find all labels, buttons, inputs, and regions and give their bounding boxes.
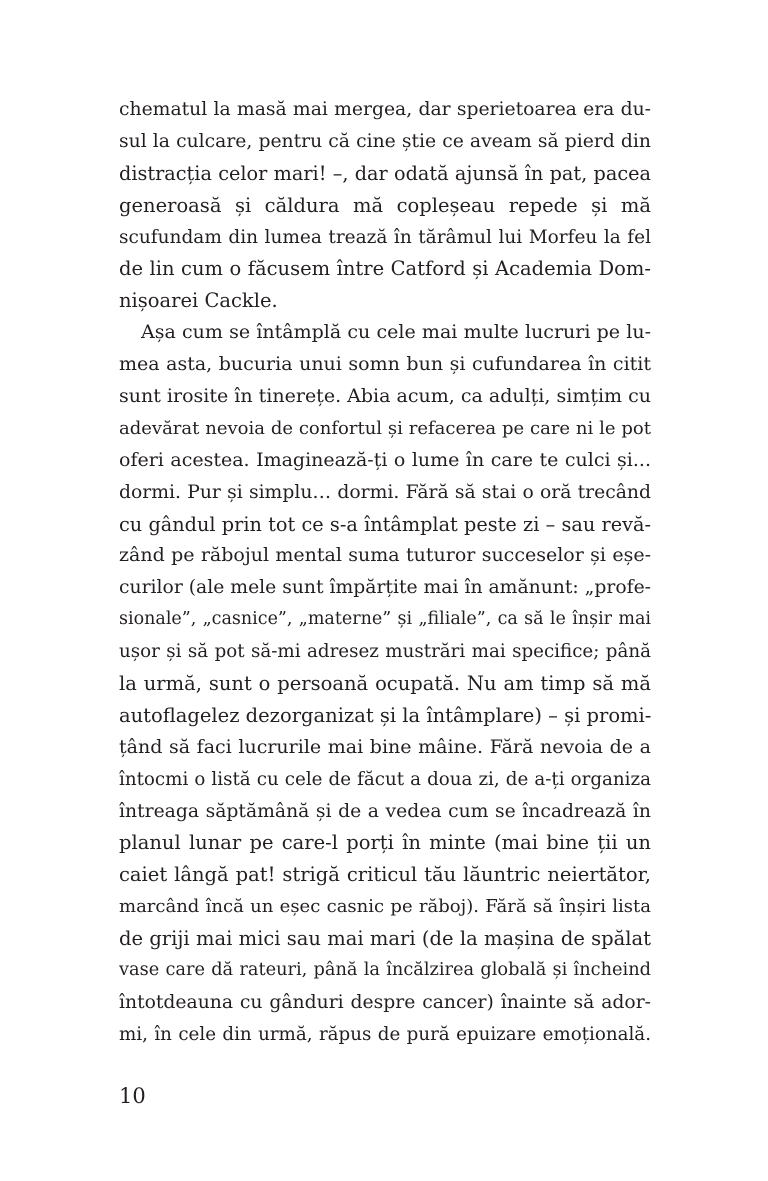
text-line: oferi acestea. Imaginează-ți o lume în care te culci și... — [119, 448, 651, 471]
text-line: adevărat nevoia de confortul și refacerea pe care ni le pot — [119, 417, 651, 439]
text-line: sionale”, „casnice”, „materne” și „filiale”, ca să le înșir mai — [119, 609, 651, 630]
text-line: la urmă, sunt o persoană ocupată. Nu am timp să mă — [119, 672, 651, 696]
text-line: planul lunar pe care-l porți în minte (mai bine ții un — [119, 831, 651, 855]
text-line: marcând încă un eșec casnic pe răboj). Fără să înșiri lista — [119, 896, 651, 918]
text-line: țând să faci lucrurile mai bine mâine. Fără nevoia de a — [119, 735, 651, 758]
text-line: de griji mai mici sau mai mari (de la mașina de spălat — [119, 927, 651, 951]
text-line: Așa cum se întâmplă cu cele mai multe lucruri pe lu- — [141, 321, 651, 344]
text-line: cu gândul prin tot ce s-a întâmplat peste zi – sau revă- — [119, 512, 651, 536]
text-line: generoasă și căldura mă copleșeau repede și mă — [119, 193, 651, 217]
text-line: scufundam din lumea trează în tărâmul lui Morfeu la fel — [119, 226, 651, 248]
paragraph — [119, 317, 651, 1050]
text-line: curilor (ale mele sunt împărțite mai în amănunt: „profe- — [119, 577, 651, 599]
text-line: sunt irosite în tinerețe. Abia acum, ca adulți, simțim cu — [119, 385, 651, 408]
text-line: autoflagelez dezorganizat și la întâmplare) – și promi- — [119, 703, 651, 727]
text-line: mi, în cele din urmă, răpus de pură epuizare emoțională. — [119, 1023, 651, 1045]
text-line: dormi. Pur și simplu… dormi. Fără să stai o oră trecând — [119, 481, 651, 503]
text-line: zând pe răbojul mental suma tuturor succeselor și eșe- — [119, 544, 651, 567]
text-line: nișoarei Cackle. — [119, 289, 278, 313]
text-line: vase care dă rateuri, până la încălzirea globală și încheind — [119, 960, 651, 981]
text-line: de lin cum o făcusem între Catford și Academia Dom- — [119, 257, 651, 281]
text-line: chematul la masă mai mergea, dar sperietoarea era du- — [119, 99, 651, 120]
text-line: distracția celor mari! –, dar odată ajunsă în pat, pacea — [119, 161, 651, 185]
body-text — [119, 94, 651, 1051]
paragraph — [119, 94, 651, 317]
page-number: 10 — [119, 1084, 146, 1108]
text-line: caiet lângă pat! strigă criticul tău lăuntric neiertător, — [119, 863, 651, 887]
text-line: ușor și să pot să-mi adresez mustrări mai specifice; până — [119, 641, 651, 663]
text-line: întotdeauna cu gânduri despre cancer) înainte să ador- — [119, 991, 651, 1013]
text-line: întocmi o listă cu cele de făcut a doua zi, de a-ți organiza — [119, 768, 651, 790]
text-line: mea asta, bucuria unui somn bun și cufundarea în citit — [119, 353, 651, 376]
text-line: întreaga săptămână și de a vedea cum se încadrează în — [119, 800, 651, 822]
text-line: sul la culcare, pentru că cine știe ce aveam să pierd din — [119, 130, 651, 152]
